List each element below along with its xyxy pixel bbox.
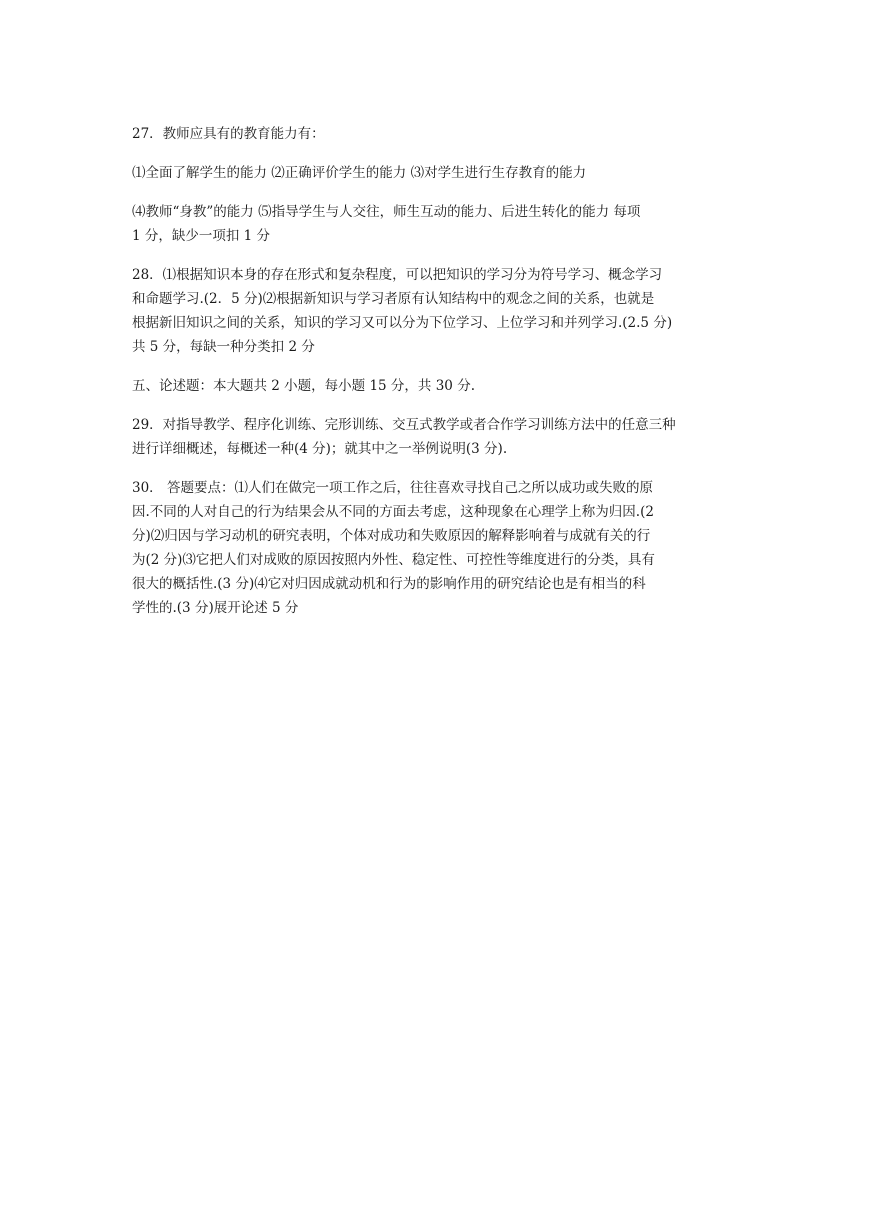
q29-line: 进行详细概述，每概述一种(4 分)；就其中之一举例说明(3 分). [132,441,508,457]
section5-heading-text: 五、论述题：本大题共 2 小题，每小题 15 分，共 30 分. [132,378,475,394]
q30-line: 为(2 分)⑶它把人们对成败的原因按照内外性、稳定性、可控性等维度进行的分类，具有 [132,552,655,568]
q28-line: 共 5 分，每缺一种分类扣 2 分 [132,339,315,355]
q27-line2a-text: ⑷教师“身教”的能力 ⑸指导学生与人交往，师生互动的能力、后进生转化的能力 每项 [132,204,641,220]
document-body [132,122,752,620]
q27-line1-text: ⑴全面了解学生的能力 ⑵正确评价学生的能力 ⑶对学生进行生存教育的能力 [132,165,587,181]
q29-question [132,413,752,461]
q27-heading [132,122,752,146]
q30-line: 学性的.(3 分)展开论述 5 分 [132,600,299,616]
q30-line: 分)⑵归因与学习动机的研究表明，个体对成功和失败原因的解释影响着与成就有关的行 [132,528,651,544]
section5-heading [132,374,752,398]
q28-line: 28．⑴根据知识本身的存在形式和复杂程度，可以把知识的学习分为符号学习、概念学习 [132,267,663,283]
q28-line: 根据新旧知识之间的关系，知识的学习又可以分为下位学习、上位学习和并列学习.(2.5 分) [132,315,673,331]
q30-answer [132,476,752,620]
q30-line: 很大的概括性.(3 分)⑷它对归因成就动机和行为的影响作用的研究结论也是有相当的科 [132,576,646,592]
q27-line2b-text: 1 分，缺少一项扣 1 分 [132,228,271,244]
q30-line: 30． 答题要点：⑴人们在做完一项工作之后，往往喜欢寻找自己之所以成功或失败的原 [132,480,653,496]
q27-answer-line2 [132,200,752,248]
q27-answer-line1 [132,161,752,185]
q29-line: 29．对指导教学、程序化训练、完形训练、交互式教学或者合作学习训练方法中的任意三种 [132,417,676,433]
q28-answer [132,263,752,359]
q30-line: 因.不同的人对自己的行为结果会从不同的方面去考虑，这种现象在心理学上称为归因.(2 [132,504,654,520]
q27-heading-text: 27．教师应具有的教育能力有： [132,126,325,142]
q28-line: 和命题学习.(2．5 分)⑵根据新知识与学习者原有认知结构中的观念之间的关系，也就是 [132,291,655,307]
